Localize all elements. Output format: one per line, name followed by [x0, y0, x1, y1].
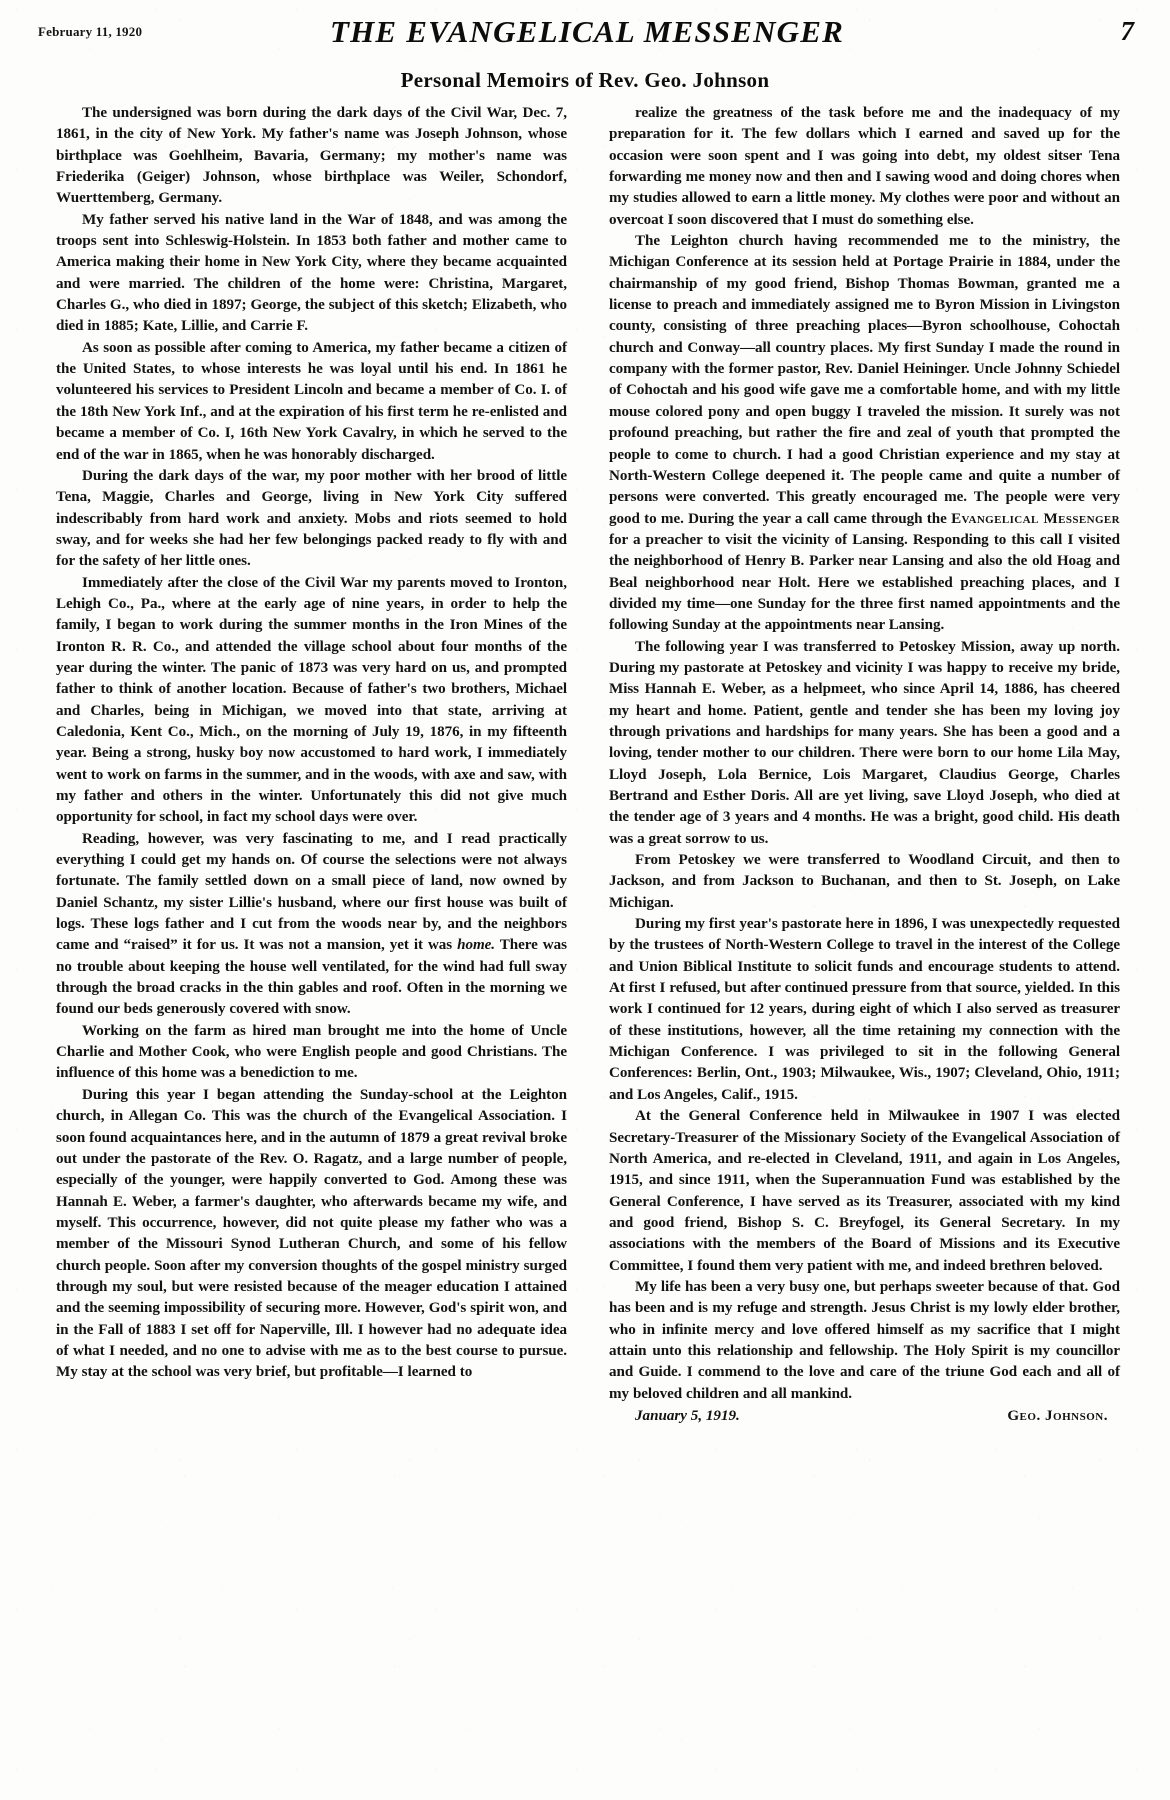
article-body	[56, 103, 1120, 1427]
masthead	[34, 14, 1140, 60]
paragraph: From Petoskey we were transferred to Woodland Circuit, and then to Jackson, and from Jackson to Buchanan, and then to St. Joseph, on Lake Michigan.	[609, 852, 1120, 911]
page-number: 7	[1120, 16, 1134, 46]
signature-line	[609, 1406, 1120, 1427]
paragraph: As soon as possible after coming to America, my father became a citizen of the United States, to whose interests he was loyal until his end. In 1861 he volunteered his services to President Lincoln and became a member of Co. I. of the 18th New York Inf., and at the expiration of his first term he re-enlisted and became a member of Co. I, 16th New York Cavalry, in which he served to the end of the war in 1865, when he was honorably discharged.	[56, 339, 567, 463]
paragraph: At the General Conference held in Milwaukee in 1907 I was elected Secretary-Treasurer of the Missionary Society of the Evangelical Association of North America, and re-elected in Cleveland, 1911, and again in Los Angeles, 1915, and since 1911, when the Superannuation Fund was established by the General Conference, I have served as its Treasurer, associated with my kind and good friend, Bishop S. C. Breyfogel, its General Secretary. In my associations with the members of the Board of Missions and its Executive Committee, I found them very patient with me, and indeed brethren beloved.	[609, 1108, 1120, 1274]
paragraph: The following year I was transferred to Petoskey Mission, away up north. During my pastorate at Petoskey and vicinity I was happy to receive my bride, Miss Hannah E. Weber, as a helpmeet, who since April 14, 1886, has cheered my heart and home. Patient, gentle and tender she has been my loving joy through privations and hardships for many years. She has been a good and a loving, tender mother to our children. There were born to our home Lila May, Lloyd Joseph, Lola Bernice, Lois Margaret, Claudius George, Charles Bertrand and Esther Doris. All are yet living, save Lloyd Joseph, who died at the tender age of 3 years and 4 months. He was a bright, good child. His death was a great sorrow to us.	[609, 638, 1120, 847]
paragraph: Working on the farm as hired man brought me into the home of Uncle Charlie and Mother Cook, who were English people and good Christians. The influence of this home was a benediction to me.	[56, 1022, 567, 1082]
paragraph-text: for a preacher to visit the vicinity of Lansing. Responding to this call I visited the neighborhood of Henry B. Parker near Lansing and also the old Hoag and Beal neighborhood near Holt. Here we established preaching places, and I divided my time—one Sunday for the three first named appointments and the following Sunday at the appointments near Lansing.	[609, 531, 1120, 634]
article-headline: Personal Memoirs of Rev. Geo. Johnson	[400, 68, 770, 92]
paragraph: During this year I began attending the Sunday-school at the Leighton church, in Allegan Co. This was the church of the Evangelical Association. I soon found acquaintances here, and in the autumn of 1879 a great revival broke out under the pastorate of the Rev. O. Ragatz, and a large number of people, especially of the younger, were happily converted to God. Among these was Hannah E. Weber, a farmer's daughter, who afterwards became my wife, and myself. This occurrence, however, did not quite please my father who was a member of the Missouri Synod Lutheran Church, and some of his fellow church people. Soon after my conversion thoughts of the gospel ministry surged through my soul, but were resisted because of the meager education I attained and the seeming impossibility of securing more. However, God's spirit won, and in the Fall of 1883 I set off for Naperville, Ill. I however had no adequate idea of what I needed, and no one to advise with me as to the best course to pursue. My stay at the school was very brief, but profitable—I learned to	[56, 1086, 567, 1381]
publication-title: THE EVANGELICAL MESSENGER	[329, 14, 845, 49]
column-right	[609, 103, 1120, 1427]
paragraph: My life has been a very busy one, but perhaps sweeter because of that. God has been and is my refuge and strength. Jesus Christ is my lowly elder brother, who in infinite mercy and love offered himself as my sacrifice that I might attain unto this relationship and fellowship. The Holy Spirit is my councillor and Guide. I commend to the love and care of the triune God each and all of my beloved children and all mankind.	[609, 1278, 1120, 1402]
quoted-word: “raised”	[123, 937, 178, 954]
paragraph-continued: realize the greatness of the task before me and the inadequacy of my preparation for it. The few dollars which I earned and saved up for the occasion were soon spent and I was going into debt, my oldest sitser Tena forwarding me money now and then and I sawing wood and doing chores when my studies allowed to earn a little money. My clothes were poor and without an overcoat I soon discovered that I must do something else.	[609, 105, 1120, 228]
issue-date: February 11, 1920	[38, 24, 143, 39]
paragraph-text: it for us. It was not a mansion, yet it was	[177, 937, 458, 954]
paragraph-text: There was no trouble about keeping the house well ventilated, for the wind had full sway through the broad cracks in the thin gables and roof. Often in the morning we found our beds generously covered with snow.	[56, 937, 567, 1018]
paragraph: During my first year's pastorate here in 1896, I was unexpectedly requested by the trustees of North-Western College to travel in the interest of the College and Union Biblical Institute to solicit funds and encourage students to attend. At first I refused, but after continued pressure from that source, yielded. In this work I continued for 12 years, during eight of which I also served as treasurer of these institutions, however, all the time retaining my connection with the Michigan Conference. I was privileged to sit in the following General Conferences: Berlin, Ont., 1903; Milwaukee, Wis., 1907; Cleveland, Ohio, 1911; and Los Angeles, Calif., 1915.	[609, 916, 1120, 1103]
paragraph-text: Reading, however, was very fascinating to me, and I read practically everything I could get my hands on. Of course the selections were not always fortunate. The family settled down on a small piece of land, now owned by Daniel Schantz, my sister Lillie's husband, where our first house was built of logs. These logs father and I cut from the woods near by, and the neighbors came and	[56, 830, 567, 954]
emphasis-home: home.	[457, 937, 496, 954]
paragraph: My father served his native land in the War of 1848, and was among the troops sent into Schleswig-Holstein. In 1853 both father and mother came to America making their home in New York City, where they became acquainted and were married. The children of the home were: Christina, Margaret, Charles G., who died in 1897; George, the subject of this sketch; Elizabeth, who died in 1885; Kate, Lillie, and Carrie F.	[56, 211, 567, 335]
paragraph: During the dark days of the war, my poor mother with her brood of little Tena, Maggie, Charles and George, living in New York City suffered indescribably from hard work and anxiety. Mobs and riots seemed to hold sway, and for weeks she had her few belongings packed ready to fly with and for the safety of her little ones.	[56, 467, 567, 570]
column-left	[56, 103, 567, 1384]
signature-name: Geo. Johnson.	[1007, 1407, 1108, 1424]
paragraph-reading	[56, 829, 567, 1021]
paragraph: The undersigned was born during the dark days of the Civil War, Dec. 7, 1861, in the city of New York. My father's name was Joseph Johnson, whose birthplace was Goehlheim, Bavaria, Germany; my mother's name was Friederika (Geiger) Johnson, whose birthplace was Weiler, Schondorf, Wuerttemberg, Germany.	[56, 105, 567, 207]
paragraph-text: The Leighton church having recommended me to the ministry, the Michigan Conference at its session held at Portage Prairie in 1884, under the chairmanship of my good friend, Bishop Thomas Bowman, granted me a license to preach and immediately assigned me to Byron Mission in Livingston county, consisting of three preaching places—Byron schoolhouse, Cohoctah church and Conway—all country places. My first Sunday I made the round in company with the former pastor, Rev. Daniel Heininger. Uncle Johnny Schiedel of Cohoctah and his good wife gave me a comfortable home, and with my little mouse colored pony and open buggy I traveled the mission. It surely was not profound preaching, but rather the fire and zeal of youth that prompted the people to come to church. I had a good Christian experience and my stay at North-Western College deepened it. The people came and quite a number of persons were converted. This greatly encouraged me. The people were very good to me. During the year a call came through the	[609, 233, 1120, 527]
publication-reference: Evangelical Messenger	[951, 510, 1120, 527]
paragraph-leighton	[609, 231, 1120, 637]
paragraph: Immediately after the close of the Civil War my parents moved to Ironton, Lehigh Co., Pa., where at the early age of nine years, in order to help the family, I began to work during the summer months in the Iron Mines of the Ironton R. R. Co., and attended the village school about four months of the year during the winter. The panic of 1873 was very hard on us, and prompted father to think of another location. Because of father's two brothers, Michael and Charles, being in Michigan, we moved into that state, arriving at Caledonia, Kent Co., Mich., on the morning of July 19, 1876, in my fifteenth year. Being a strong, husky boy now accustomed to hard work, I immediately went to work on farms in the summer, and in the woods, with axe and saw, with my father and others in the winter. Unfortunately this did not give much opportunity for school, in fact my school days were over.	[56, 574, 567, 826]
signature-date: January 5, 1919.	[635, 1407, 740, 1424]
